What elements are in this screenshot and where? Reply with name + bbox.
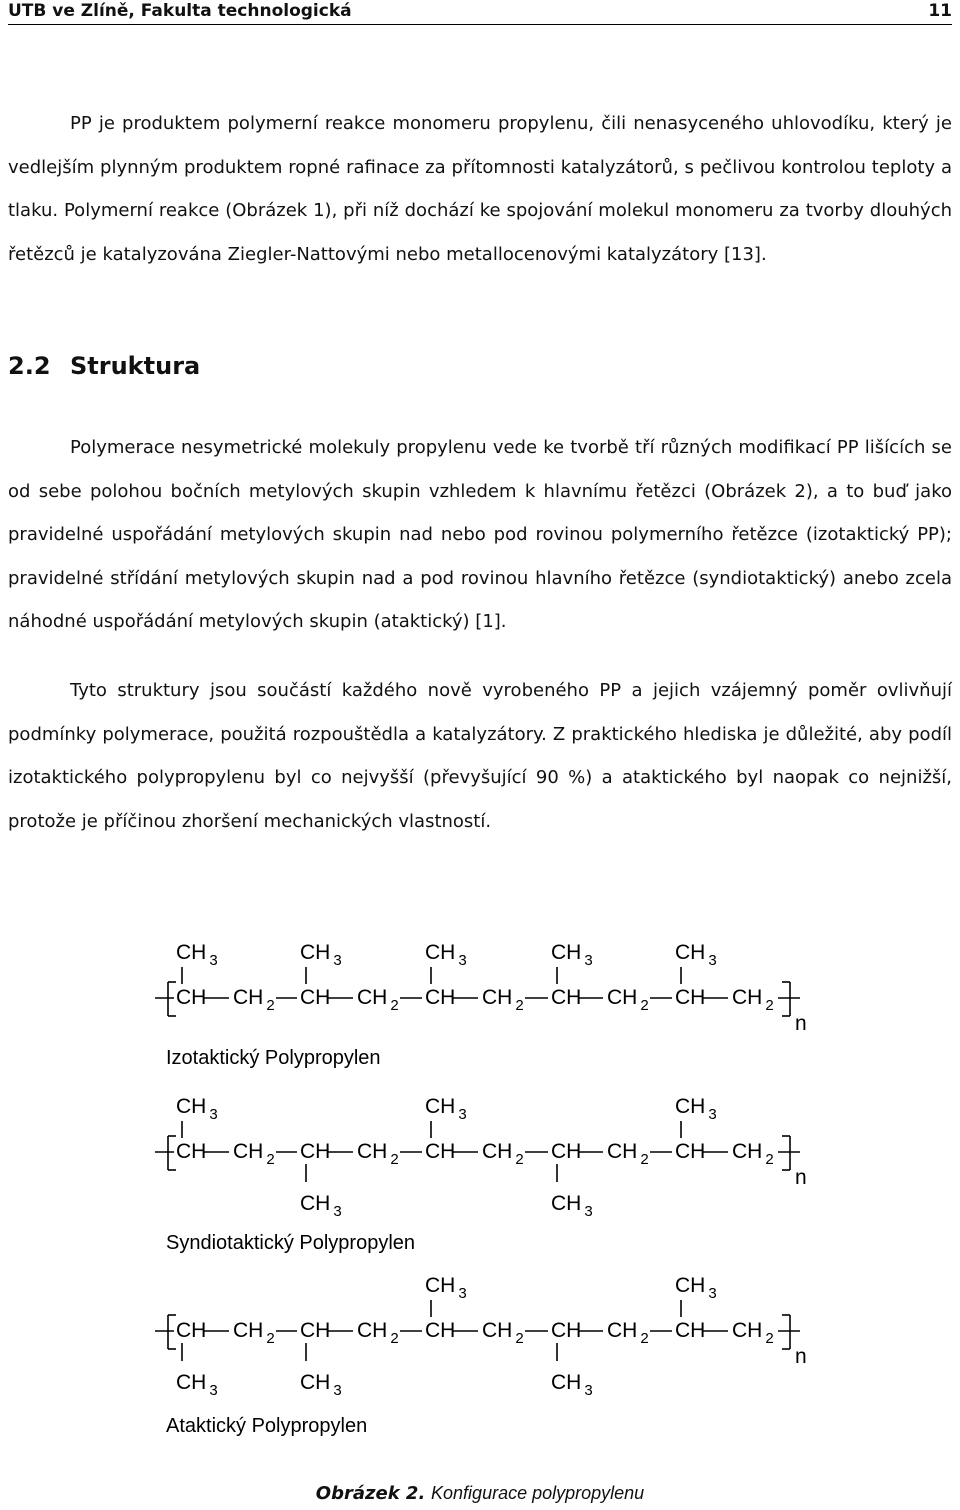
ch2-group: CH $_2$ xyxy=(357,1319,399,1347)
ch2-group: CH $_2$ xyxy=(233,1140,275,1168)
ch2-group: CH $_2$ xyxy=(607,986,649,1014)
methyl-group: CH $_3$ xyxy=(675,1274,717,1302)
ch2-group: CH $_2$ xyxy=(732,986,774,1014)
ch2-group: CH $_2$ xyxy=(482,986,524,1014)
ch-group: CH xyxy=(675,986,706,1009)
repeat-index-n: n xyxy=(795,1345,807,1368)
ch2-group: CH $_2$ xyxy=(357,1140,399,1168)
ch-group: CH xyxy=(425,1319,456,1342)
ch2-group: CH $_2$ xyxy=(482,1140,524,1168)
header-title: UTB ve Zlíně, Fakulta technologická xyxy=(8,1,352,21)
page-number: 11 xyxy=(928,1,952,21)
polypropylene-configurations-figure xyxy=(0,900,960,1460)
paragraph-2-text: Polymerace nesymetrické molekuly propylenu vede ke tvorbě tří různých modifikací PP lišících se od sebe polohou bočních metylových skupin vzhledem k hlavnímu řetězci (Obrázek 2), a to buď jako pravidelné uspořádání metylových skupin nad nebo pod rovinou polymerního řetězce (izotaktický PP); pravidelné střídání metylových skupin nad a pod rovinou hlavního řetězce (syndiotaktický) anebo zcela náhodné uspořádání metylových skupin (ataktický) [1]. xyxy=(8,437,952,632)
methyl-group: CH $_3$ xyxy=(300,941,342,969)
ch-group: CH xyxy=(551,1140,582,1163)
ch-group: CH xyxy=(176,1140,207,1163)
ch2-group: CH $_2$ xyxy=(357,986,399,1014)
ch2-group: CH $_2$ xyxy=(732,1140,774,1168)
methyl-group: CH $_3$ xyxy=(551,941,593,969)
ch-group: CH xyxy=(551,986,582,1009)
paragraph-2 xyxy=(8,426,952,644)
paragraph-3-text: Tyto struktury jsou součástí každého nově vyrobeného PP a jejich vzájemný poměr ovlivňují podmínky polymerace, použitá rozpouštědla a katalyzátory. Z praktického hlediska je důležité, aby podíl izotaktického polypropylenu byl co nejvyšší (převyšující 90 %) a ataktického byl naopak co nejnižší, protože je příčinou zhoršení mechanických vlastností. xyxy=(8,680,952,832)
structure-name: Ataktický Polypropylen xyxy=(166,1415,368,1437)
methyl-group: CH $_3$ xyxy=(425,941,467,969)
methyl-group: CH $_3$ xyxy=(176,941,218,969)
section-number: 2.2 xyxy=(8,352,51,380)
ch-group: CH xyxy=(176,986,207,1009)
methyl-group: CH $_3$ xyxy=(675,1095,717,1123)
methyl-group: CH $_3$ xyxy=(425,1095,467,1123)
ch2-group: CH $_2$ xyxy=(607,1319,649,1347)
ch2-group: CH $_2$ xyxy=(233,986,275,1014)
figure-caption xyxy=(0,1483,960,1504)
structure-name: Syndiotaktický Polypropylen xyxy=(166,1232,416,1254)
ch-group: CH xyxy=(425,986,456,1009)
ch2-group: CH $_2$ xyxy=(607,1140,649,1168)
paragraph-3 xyxy=(8,669,952,843)
ch2-group: CH $_2$ xyxy=(732,1319,774,1347)
structure-name: Izotaktický Polypropylen xyxy=(166,1047,381,1069)
paragraph-1-text: PP je produktem polymerní reakce monomeru propylenu, čili nenasyceného uhlovodíku, který je vedlejším plynným produktem ropné rafinace za přítomnosti katalyzátorů, s pečlivou kontrolou teploty a tlaku. Polymerní reakce (Obrázek 1), při níž dochází ke spojování molekul monomeru za tvorby dlouhých řetězců je katalyzována Ziegler-Nattovými nebo metallocenovými katalyzátory [13]. xyxy=(8,113,952,265)
paragraph-1 xyxy=(8,102,952,276)
methyl-group: CH $_3$ xyxy=(425,1274,467,1302)
caption-label: Obrázek 2. xyxy=(315,1483,426,1504)
repeat-index-n: n xyxy=(795,1012,807,1035)
section-title: Struktura xyxy=(70,352,201,380)
ch-group: CH xyxy=(176,1319,207,1342)
page-header xyxy=(8,0,952,25)
ch-group: CH xyxy=(300,986,331,1009)
methyl-group: CH $_3$ xyxy=(300,1192,342,1220)
ch-group: CH xyxy=(675,1319,706,1342)
repeat-index-n: n xyxy=(795,1166,807,1189)
ch-group: CH xyxy=(425,1140,456,1163)
methyl-group: CH $_3$ xyxy=(675,941,717,969)
ch-group: CH xyxy=(551,1319,582,1342)
ch2-group: CH $_2$ xyxy=(233,1319,275,1347)
methyl-group: CH $_3$ xyxy=(176,1371,218,1399)
ch-group: CH xyxy=(300,1140,331,1163)
caption-text: Konfigurace polypropylenu xyxy=(431,1483,645,1503)
ch-group: CH xyxy=(300,1319,331,1342)
methyl-group: CH $_3$ xyxy=(551,1192,593,1220)
ch-group: CH xyxy=(675,1140,706,1163)
methyl-group: CH $_3$ xyxy=(176,1095,218,1123)
methyl-group: CH $_3$ xyxy=(551,1371,593,1399)
ch2-group: CH $_2$ xyxy=(482,1319,524,1347)
section-heading xyxy=(8,352,200,380)
methyl-group: CH $_3$ xyxy=(300,1371,342,1399)
